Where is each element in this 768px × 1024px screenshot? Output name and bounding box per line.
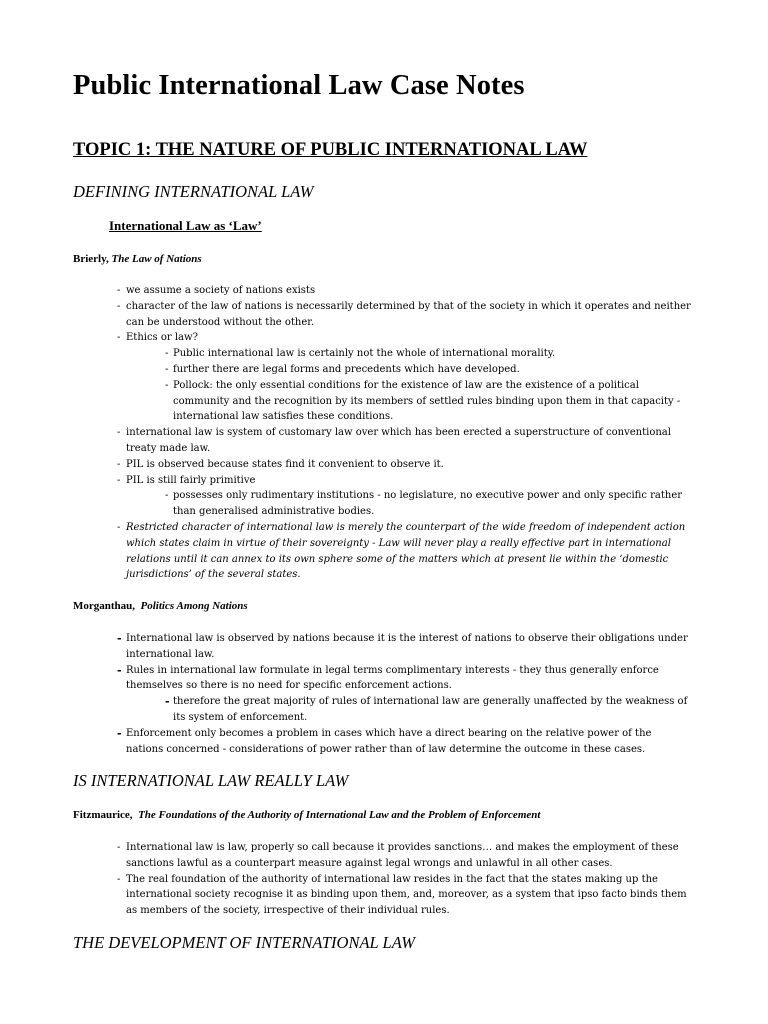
list-item: - Ethics or law? [73,330,713,346]
bullet-dash: - [117,332,121,344]
sub-list-item-continuation: its system of enforcement. [173,711,308,723]
bullet-dash: - [117,300,121,312]
bullet-dash: - [165,490,169,502]
source-author: Fitzmaurice, [73,809,133,821]
sub-list-item: - therefore the great majority of rules of international law are generally unaffected by the weakness of [165,695,688,709]
sub-list-item-continuation: than generalised administrative bodies. [173,506,375,518]
bullet-dash: - [117,842,121,853]
source-author: Morganthau, [73,600,136,612]
section-heading-defining: DEFINING INTERNATIONAL LAW [73,182,314,201]
list-item: - we assume a society of nations exists [73,283,713,299]
bullet-dash: - [165,695,170,709]
list-item: - International law is law, properly so call because it provides sanctions… and makes the employment of these [73,840,713,856]
list-item-continuation: international society recognise it as binding upon them, and, moreover, as a system that ipso facto binds them [126,889,687,901]
bullet-dash: - [117,663,122,677]
section-heading-really-law: IS INTERNATIONAL LAW REALLY LAW [73,771,349,790]
source-work: The Foundations of the Authority of International Law and the Problem of Enforcement [138,809,541,821]
list-item: - PIL is observed because states find it convenient to observe it. [73,457,713,473]
source-author: Brierly, [73,253,109,265]
list-item: - Restricted character of international law is merely the counterpart of the wide freedom of independent action [73,520,713,536]
subsection-heading: International Law as ‘Law’ [109,218,262,233]
sub-list-item: - possesses only rudimentary institutions - no legislature, no executive power and only specific rather [73,488,713,504]
bullet-dash: - [117,285,121,296]
list-item: - PIL is still fairly primitive [73,473,713,489]
list-item-continuation: can be understood without the other. [126,316,315,328]
source-work: Politics Among Nations [140,600,248,612]
section-heading-development: THE DEVELOPMENT OF INTERNATIONAL LAW [73,933,415,952]
source-citation-fitzmaurice [73,809,540,821]
list-item-continuation: sanctions lawful as a counterpart measure against legal wrongs and unlawful in all other cases. [126,857,613,869]
bullet-dash: - [165,348,169,360]
bullet-dash: - [117,458,121,470]
source-work: The Law of Nations [111,253,202,265]
sub-list-item: - Pollock: the only essential conditions for the existence of law are the existence of a political [73,378,713,394]
list-item-continuation: which states claim in virtue of their sovereignty - Law will never play a really effective part in international [126,537,671,549]
sub-list-item-continuation: international law satisfies these conditions. [173,411,394,423]
sub-list-item: - further there are legal forms and precedents which have developed. [73,362,713,378]
bullet-dash: - [165,379,169,391]
list-item-continuation: relations until it can annex to its own sphere some of the matters which at present lie within the ‘domestic [126,553,669,565]
list-item: - Rules in international law formulate in legal terms complimentary interests - they thus generally enforce [117,663,659,677]
bullet-dash: - [165,363,169,375]
document-title: Public International Law Case Notes [73,70,525,101]
bullet-dash: - [117,632,122,645]
note-list-morganthau [73,631,713,757]
list-item: - Enforcement only becomes a problem in cases which have a direct bearing on the relative power of the [117,726,652,740]
list-item-continuation: jurisdictions’ of the several states. [126,569,301,581]
list-item: - international law is system of customary law over which has been erected a superstructure of conventional [73,425,713,441]
bullet-dash: - [117,726,122,740]
bullet-dash: - [117,873,121,885]
list-item-continuation: treaty made law. [126,442,211,454]
bullet-dash: - [117,521,121,533]
list-item: - International law is observed by nations because it is the interest of nations to observe their obligations under [117,632,688,645]
source-citation-brierly [73,253,202,265]
list-item-continuation: as members of the society, irrespective of their individual rules. [126,905,450,917]
list-item-continuation: nations concerned - considerations of power rather than of law determine the outcome in these cases. [126,743,646,755]
list-item: - The real foundation of the authority of international law resides in the fact that the states making up the [73,872,713,888]
list-item: - character of the law of nations is necessarily determined by that of the society in which it operates and neither [73,299,713,315]
list-item-continuation: international law. [126,648,215,660]
sub-list-item: - Public international law is certainly not the whole of international morality. [73,346,713,362]
list-item-continuation: themselves so there is no need for specific enforcement actions. [126,680,452,692]
sub-list-item-continuation: community and the recognition by its members of settled rules binding upon them in that capacity - [173,395,681,407]
note-list-brierly [73,283,713,583]
topic-heading: TOPIC 1: THE NATURE OF PUBLIC INTERNATIONAL LAW [73,140,588,160]
bullet-dash: - [117,474,121,486]
note-list-fitzmaurice [73,840,713,919]
source-citation-morganthau [73,600,248,612]
bullet-dash: - [117,427,121,439]
